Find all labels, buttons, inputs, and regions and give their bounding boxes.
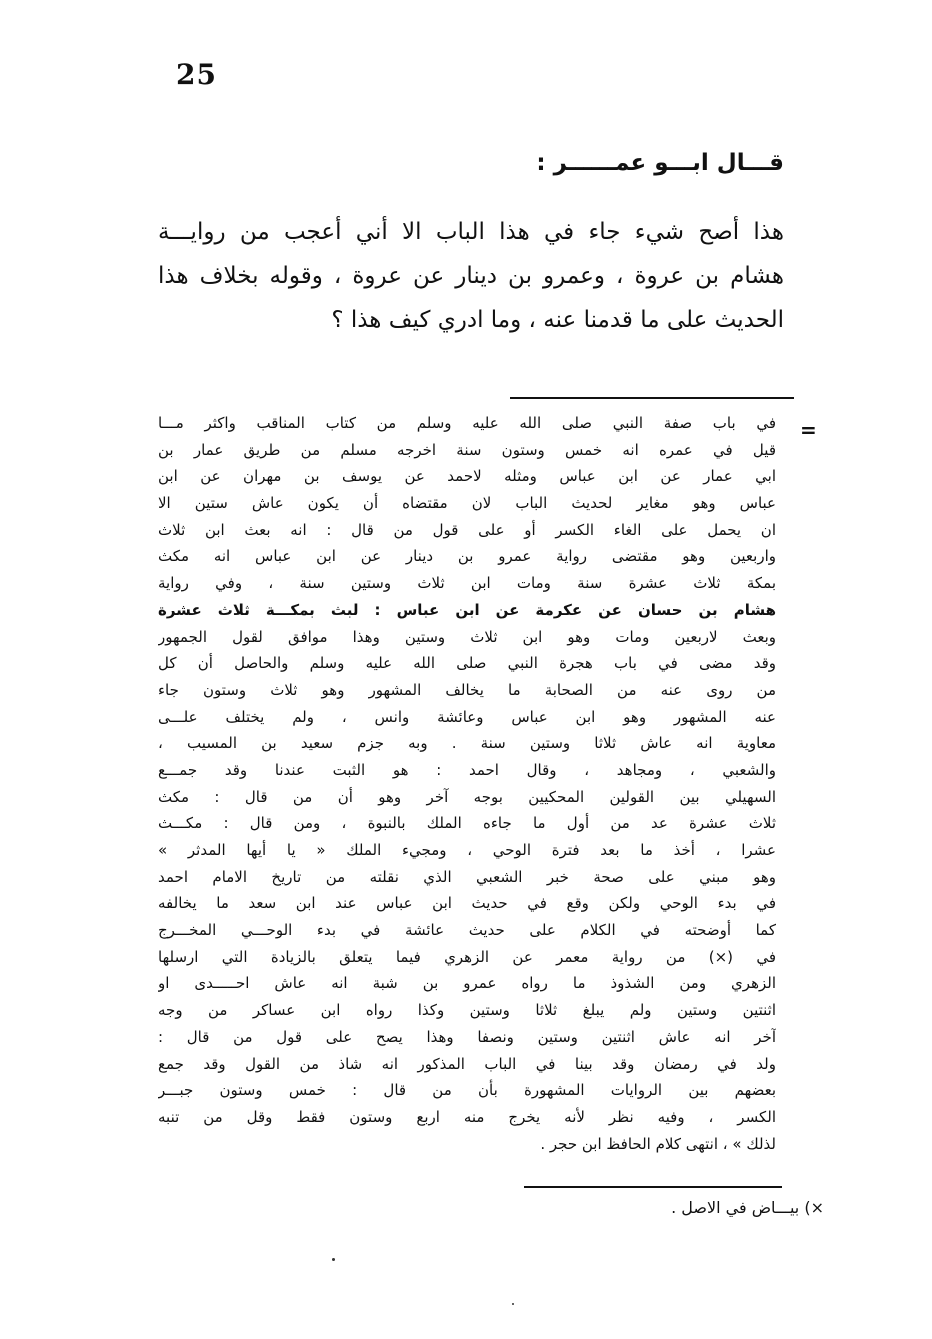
footnote-line: كما أوضحته في الكلام على حديث عائشة في بدء الوحـــي المخـــرج: [158, 921, 776, 940]
main-line: الحديث على ما قدمنا عنه ، وما ادري كيف هذا ؟: [331, 307, 784, 333]
footnote-block: [158, 410, 776, 1157]
footnote-line: معاوية انه عاش ثلاثا وستين سنة . وبه جزم سعيد بن المسيب ،: [158, 734, 776, 753]
main-line: هشام بن عروة ، وعمرو بن دينار عن عروة ، وقوله بخلاف هذا: [158, 263, 784, 289]
footnote-line: وهو مبني على صحة خبر الشعبي الذي نقلته من تاريخ الامام احمد: [158, 867, 776, 886]
main-paragraph: [158, 210, 784, 342]
footnote-line: والشعبي ، ومجاهد ، وقال احمد : هو الثبت عندنا وقد جمـــع: [158, 760, 776, 779]
section-heading: قـــال ابـــو عمــــــر :: [536, 150, 784, 176]
footnote-line: قيل في عمره انه خمس وستون سنة اخرجه مسلم من طريق عمار بن: [158, 440, 776, 459]
footnote-line: آخر انه عاش اثنتين وستين ونصفا وهذا يصح على قول من قال :: [158, 1027, 776, 1046]
footnote-line: ثلاث عشرة عد من أول ما جاءه الملك بالنبوة ، ومن قال : مكـــث: [158, 814, 776, 833]
footnote-line: في باب صفة النبي صلى الله عليه وسلم من كتاب المناقب واكثر مـــا: [158, 414, 776, 432]
scan-speck: [332, 1258, 335, 1261]
footnote-line: عشرا ، أخذ ما بعد فترة الوحي ، ومجيء الملك « يا أيها المدثر »: [158, 841, 776, 859]
footnote-line: الزهري ومن الشذوذ ما رواه عمرو بن شبة انه عاش احـــــدى او: [158, 974, 776, 993]
footnote-line: عنه المشهور وهو ابن عباس وعائشة وانس ، ولم يختلف علـــى: [158, 707, 776, 726]
footnote-line: ابي عمار عن ابن عباس ومثله لاحمد عن يوسف بن مهران عن ابن: [158, 467, 776, 486]
endnote: ×) بيـــاض في الاصل .: [671, 1198, 824, 1217]
main-line: هذا أصح شيء جاء في هذا الباب الا أني أعجب من روايـــة: [158, 219, 784, 245]
scan-speck: [512, 1303, 514, 1305]
continuation-mark: =: [800, 418, 817, 442]
footnote-line: ولد في رمضان وقد بينا في الباب المذكور انه شاذ من القول وقد جمع: [158, 1054, 776, 1073]
page-number: 25: [176, 58, 217, 91]
footnote-line: واربعين وهو مقتضى رواية عمرو بن دينار عن ابن عباس انه مكث: [158, 547, 776, 566]
footnote-line: اثنتين وستين ولم يبلغ ثلاثا وستين وكذا رواه ابن عساكر من وجه: [158, 1001, 776, 1020]
footnote-line: بعضهم بين الروايات المشهورة بأن من قال : خمس وستون جبـــر: [158, 1081, 776, 1100]
footnote-line: السهيلي بين القولين المحكيين بوجه آخر وهو أن من قال : مكث: [158, 787, 776, 806]
footnote-line: هشام بن حسان عن عكرمة عن ابن عباس : لبث بمكـــة ثلاث عشرة: [158, 600, 776, 619]
endnote-separator: [524, 1186, 782, 1188]
footnote-line: وبعث لاربعين ومات وهو ابن ثلاث وستين وهذا موافق لقول الجمهور: [158, 627, 776, 646]
footnote-line: في بدء الوحي ولكن وقع في حديث ابن عباس عند ابن سعد ما يخالفه: [158, 894, 776, 913]
footnote-line: بمكة ثلاث عشرة سنة ومات ابن ثلاث وستين سنة ، وفي رواية: [158, 574, 776, 593]
footnote-line: الكسر ، وفيه نظر لأنه يخرج منه اربع وستون فقط وقل من تنبه: [158, 1107, 776, 1126]
footnote-line: لذلك » ، انتهى كلام الحافظ ابن حجر .: [540, 1134, 776, 1153]
footnote-separator: [510, 397, 794, 399]
footnote-line: ان يحمل على الغاء الكسر أو على قول من قال : انه بعث ابن ثلاث: [158, 520, 776, 539]
footnote-line: عباس وهو مغاير لحديث الباب لان مقتضاه أن يكون عاش ستين الا: [158, 494, 776, 513]
footnote-line: وقد مضى في باب هجرة النبي صلى الله عليه وسلم والحاصل أن كل: [158, 654, 776, 673]
footnote-line: من روى عنه من الصحابة ما يخالف المشهور وهو ثلاث وستون جاء: [158, 680, 776, 699]
footnote-line: في (×) من رواية معمر عن الزهري فيما يتعلق بالزيادة التي ارسلها: [158, 947, 776, 966]
